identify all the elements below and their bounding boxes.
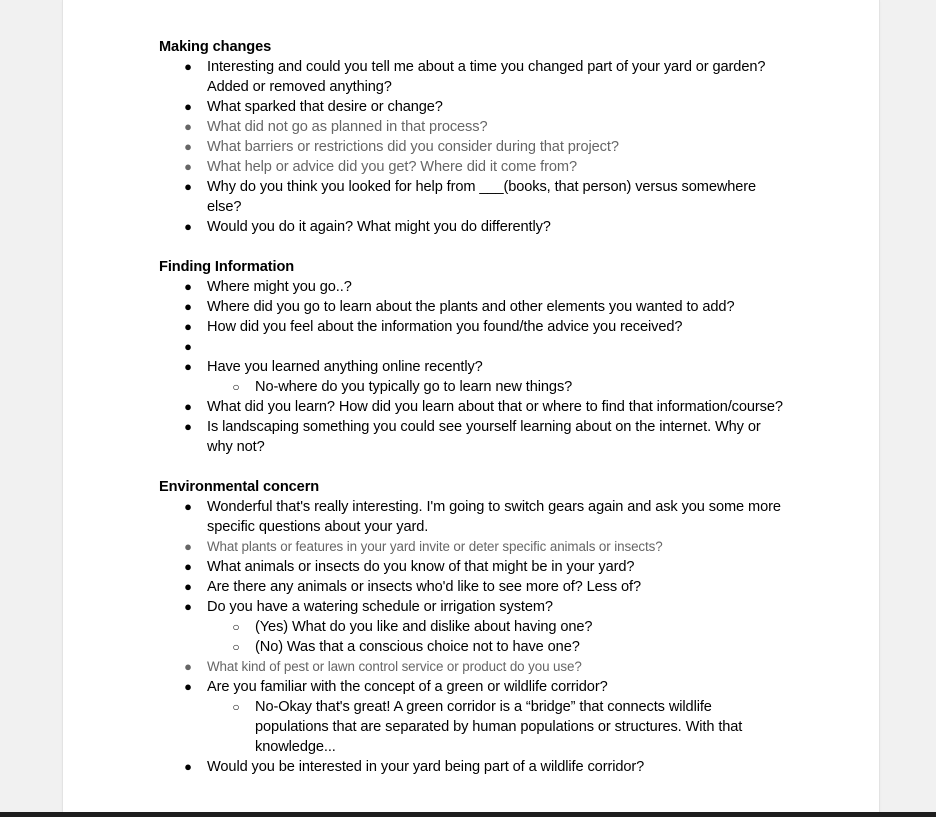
question-list-finding-information bbox=[159, 277, 789, 457]
section-heading-finding-information: Finding Information bbox=[159, 259, 295, 275]
question-text: What plants or features in your yard invite or deter specific animals or insects? bbox=[207, 539, 663, 554]
list-item bbox=[159, 137, 789, 157]
question-text: Do you have a watering schedule or irrigation system? bbox=[207, 599, 553, 615]
bullet-icon: ● bbox=[184, 759, 192, 774]
question-text: Where did you go to learn about the plants and other elements you wanted to add? bbox=[207, 299, 735, 315]
bullet-icon: ● bbox=[184, 539, 192, 554]
list-item bbox=[159, 357, 789, 377]
list-item bbox=[159, 117, 789, 137]
bullet-icon: ● bbox=[184, 59, 192, 74]
bullet-icon: ● bbox=[184, 579, 192, 594]
list-item bbox=[159, 417, 789, 457]
list-item bbox=[159, 297, 789, 317]
paragraph-spacer bbox=[159, 457, 789, 477]
list-item bbox=[159, 657, 789, 677]
bullet-icon: ● bbox=[184, 419, 192, 434]
list-item bbox=[159, 757, 789, 777]
question-text: What barriers or restrictions did you consider during that project? bbox=[207, 139, 619, 155]
list-item bbox=[159, 397, 789, 417]
bullet-icon: ● bbox=[184, 219, 192, 234]
hollow-bullet-icon: ○ bbox=[232, 620, 240, 634]
question-text: Have you learned anything online recently? bbox=[207, 359, 483, 375]
document-page[interactable] bbox=[63, 0, 879, 812]
question-text: How did you feel about the information you found/the advice you received? bbox=[207, 319, 683, 335]
question-text: Wonderful that's really interesting. I'm going to switch gears again and ask you some more specific questions about your yard. bbox=[207, 499, 781, 535]
bullet-icon: ● bbox=[184, 299, 192, 314]
bullet-icon: ● bbox=[184, 99, 192, 114]
question-text: Are you familiar with the concept of a green or wildlife corridor? bbox=[207, 679, 608, 695]
bullet-icon: ● bbox=[184, 179, 192, 194]
hollow-bullet-icon: ○ bbox=[232, 380, 240, 394]
list-item bbox=[159, 677, 789, 697]
bullet-icon: ● bbox=[184, 399, 192, 414]
question-text: What did you learn? How did you learn about that or where to find that information/course? bbox=[207, 399, 783, 415]
document-body[interactable] bbox=[159, 37, 789, 777]
question-text: Is landscaping something you could see yourself learning about on the internet. Why or why not? bbox=[207, 419, 761, 455]
question-text: Are there any animals or insects who'd like to see more of? Less of? bbox=[207, 579, 642, 595]
list-item bbox=[159, 597, 789, 617]
bullet-icon: ● bbox=[184, 359, 192, 374]
list-item bbox=[159, 157, 789, 177]
question-list-environmental-concern bbox=[159, 497, 789, 777]
list-item bbox=[159, 177, 789, 217]
bullet-icon: ● bbox=[184, 559, 192, 574]
list-item bbox=[159, 497, 789, 537]
question-text: What did not go as planned in that process? bbox=[207, 119, 488, 135]
list-item-empty bbox=[159, 337, 789, 357]
question-text: No-Okay that's great! A green corridor is a “bridge” that connects wildlife populations that are separated by human populations or structures. With that knowledge... bbox=[255, 699, 743, 755]
sub-list-item bbox=[159, 377, 789, 397]
question-text: (No) Was that a conscious choice not to have one? bbox=[255, 639, 580, 655]
bullet-icon: ● bbox=[184, 279, 192, 294]
question-text: Why do you think you looked for help from ___(books, that person) versus somewhere else? bbox=[207, 179, 757, 215]
sub-list-item bbox=[159, 637, 789, 657]
bullet-icon: ● bbox=[184, 599, 192, 614]
question-text: Would you be interested in your yard being part of a wildlife corridor? bbox=[207, 759, 645, 775]
bullet-icon: ● bbox=[184, 679, 192, 694]
bullet-icon: ● bbox=[184, 339, 192, 354]
bottom-toolbar-edge bbox=[0, 812, 936, 817]
bullet-icon: ● bbox=[184, 159, 192, 174]
list-item bbox=[159, 317, 789, 337]
list-item bbox=[159, 577, 789, 597]
bullet-icon: ● bbox=[184, 499, 192, 514]
question-text: Would you do it again? What might you do differently? bbox=[207, 219, 551, 235]
bullet-icon: ● bbox=[184, 319, 192, 334]
question-list-making-changes bbox=[159, 57, 789, 237]
question-text: Interesting and could you tell me about a time you changed part of your yard or garden? Added or removed anything? bbox=[207, 59, 766, 95]
bullet-icon: ● bbox=[184, 119, 192, 134]
sub-list-item bbox=[159, 697, 789, 757]
section-heading-making-changes: Making changes bbox=[159, 39, 272, 55]
question-text: What kind of pest or lawn control service or product do you use? bbox=[207, 659, 582, 674]
sub-list-item bbox=[159, 617, 789, 637]
list-item bbox=[159, 277, 789, 297]
question-text: What help or advice did you get? Where did it come from? bbox=[207, 159, 577, 175]
list-item bbox=[159, 217, 789, 237]
section-heading-environmental-concern: Environmental concern bbox=[159, 479, 320, 495]
list-item bbox=[159, 57, 789, 97]
list-item bbox=[159, 557, 789, 577]
bullet-icon: ● bbox=[184, 659, 192, 674]
question-text: (Yes) What do you like and dislike about having one? bbox=[255, 619, 593, 635]
question-text: What animals or insects do you know of that might be in your yard? bbox=[207, 559, 635, 575]
question-text: No-where do you typically go to learn new things? bbox=[255, 379, 573, 395]
hollow-bullet-icon: ○ bbox=[232, 700, 240, 714]
list-item bbox=[159, 97, 789, 117]
paragraph-spacer bbox=[159, 237, 789, 257]
hollow-bullet-icon: ○ bbox=[232, 640, 240, 654]
list-item bbox=[159, 537, 789, 557]
question-text: Where might you go..? bbox=[207, 279, 352, 295]
bullet-icon: ● bbox=[184, 139, 192, 154]
question-text: What sparked that desire or change? bbox=[207, 99, 443, 115]
